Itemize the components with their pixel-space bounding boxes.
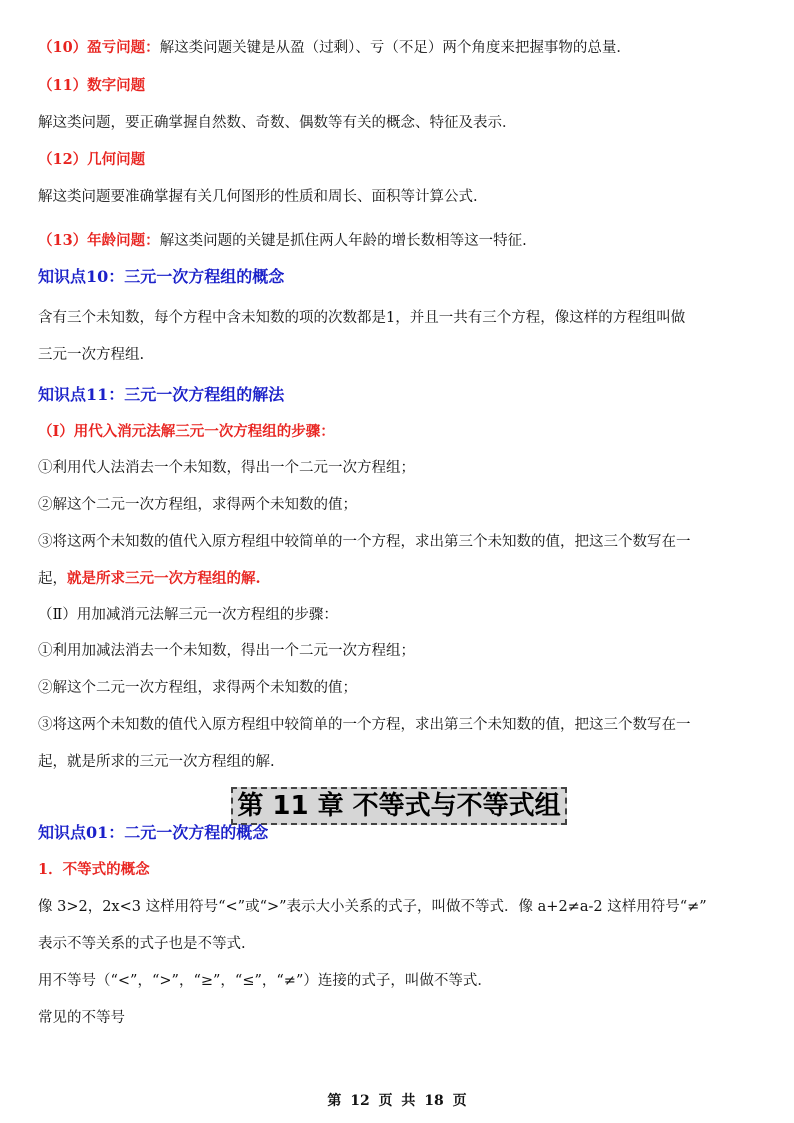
k10-line-2: 三元一次方程组. bbox=[38, 347, 145, 363]
item-13-text: 解这类问题的关键是抓住两人年龄的增长数相等这一特征. bbox=[159, 233, 527, 249]
method-2-title: （Ⅱ）用加减消元法解三元一次方程组的步骤： bbox=[38, 607, 338, 623]
method-2-step-1: ①利用加减法消去一个未知数，得出一个二元一次方程组； bbox=[38, 643, 415, 659]
item-12-text: 解这类问题要准确掌握有关几何图形的性质和周长、面积等计算公式. bbox=[38, 189, 478, 205]
k01-line-1: 像 3>2，2x<3 这样用符号“<”或“>”表示大小关系的式子，叫做不等式．像 a+2≠a-2 这样用符号“≠” bbox=[38, 899, 707, 915]
item-13-label: （13）年龄问题： bbox=[38, 232, 160, 249]
heading-k11: 知识点11：三元一次方程组的解法 bbox=[38, 385, 285, 404]
method-2-step-3: ③将这两个未知数的值代入原方程组中较简单的一个方程，求出第三个未知数的值，把这三个数写在一 bbox=[38, 717, 691, 733]
method-1-title: （Ⅰ）用代入消元法解三元一次方程组的步骤： bbox=[38, 423, 335, 440]
item-13 bbox=[38, 231, 760, 251]
item-11-text: 解这类问题，要正确掌握自然数、奇数、偶数等有关的概念、特征及表示． bbox=[38, 115, 517, 131]
page-footer: 第 12 页 共 18 页 bbox=[327, 1093, 467, 1109]
k01-line-2: 表示不等关系的式子也是不等式. bbox=[38, 936, 246, 952]
item-11-label: （11）数字问题 bbox=[38, 77, 146, 94]
item-10-label: （10）盈亏问题： bbox=[38, 39, 160, 56]
method-1-step-2: ②解这个二元一次方程组，求得两个未知数的值； bbox=[38, 497, 357, 513]
chapter-title: 第 11 章 不等式与不等式组 bbox=[231, 787, 566, 825]
method-1-step-4-emph: 就是所求三元一次方程组的解. bbox=[67, 570, 261, 587]
method-2-step-2: ②解这个二元一次方程组，求得两个未知数的值； bbox=[38, 680, 357, 696]
item-10 bbox=[38, 38, 760, 58]
method-1-step-4-prefix: 起， bbox=[38, 571, 67, 587]
heading-k10: 知识点10：三元一次方程组的概念 bbox=[38, 267, 285, 286]
k10-line-1: 含有三个未知数，每个方程中含未知数的项的次数都是1，并且一共有三个方程，像这样的方程组叫做 bbox=[38, 310, 686, 326]
k01-subheading: 1．不等式的概念 bbox=[38, 861, 150, 878]
heading-k01: 知识点01：二元一次方程的概念 bbox=[38, 823, 269, 842]
method-1-step-4 bbox=[38, 569, 760, 589]
chapter-title-wrap bbox=[38, 787, 760, 827]
method-2-step-4: 起，就是所求的三元一次方程组的解. bbox=[38, 754, 275, 770]
item-12-label: （12）几何问题 bbox=[38, 151, 146, 168]
k01-line-3: 用不等号（“<”，“>”，“≥”，“≤”，“≠”）连接的式子，叫做不等式． bbox=[38, 973, 492, 989]
item-10-text: 解这类问题关键是从盈（过剩）、亏（不足）两个角度来把握事物的总量． bbox=[159, 40, 631, 56]
method-1-step-1: ①利用代人法消去一个未知数，得出一个二元一次方程组； bbox=[38, 460, 415, 476]
k01-line-4: 常见的不等号 bbox=[38, 1010, 125, 1026]
document-body bbox=[38, 36, 760, 1028]
method-1-step-3: ③将这两个未知数的值代入原方程组中较简单的一个方程，求出第三个未知数的值，把这三个数写在一 bbox=[38, 534, 691, 550]
